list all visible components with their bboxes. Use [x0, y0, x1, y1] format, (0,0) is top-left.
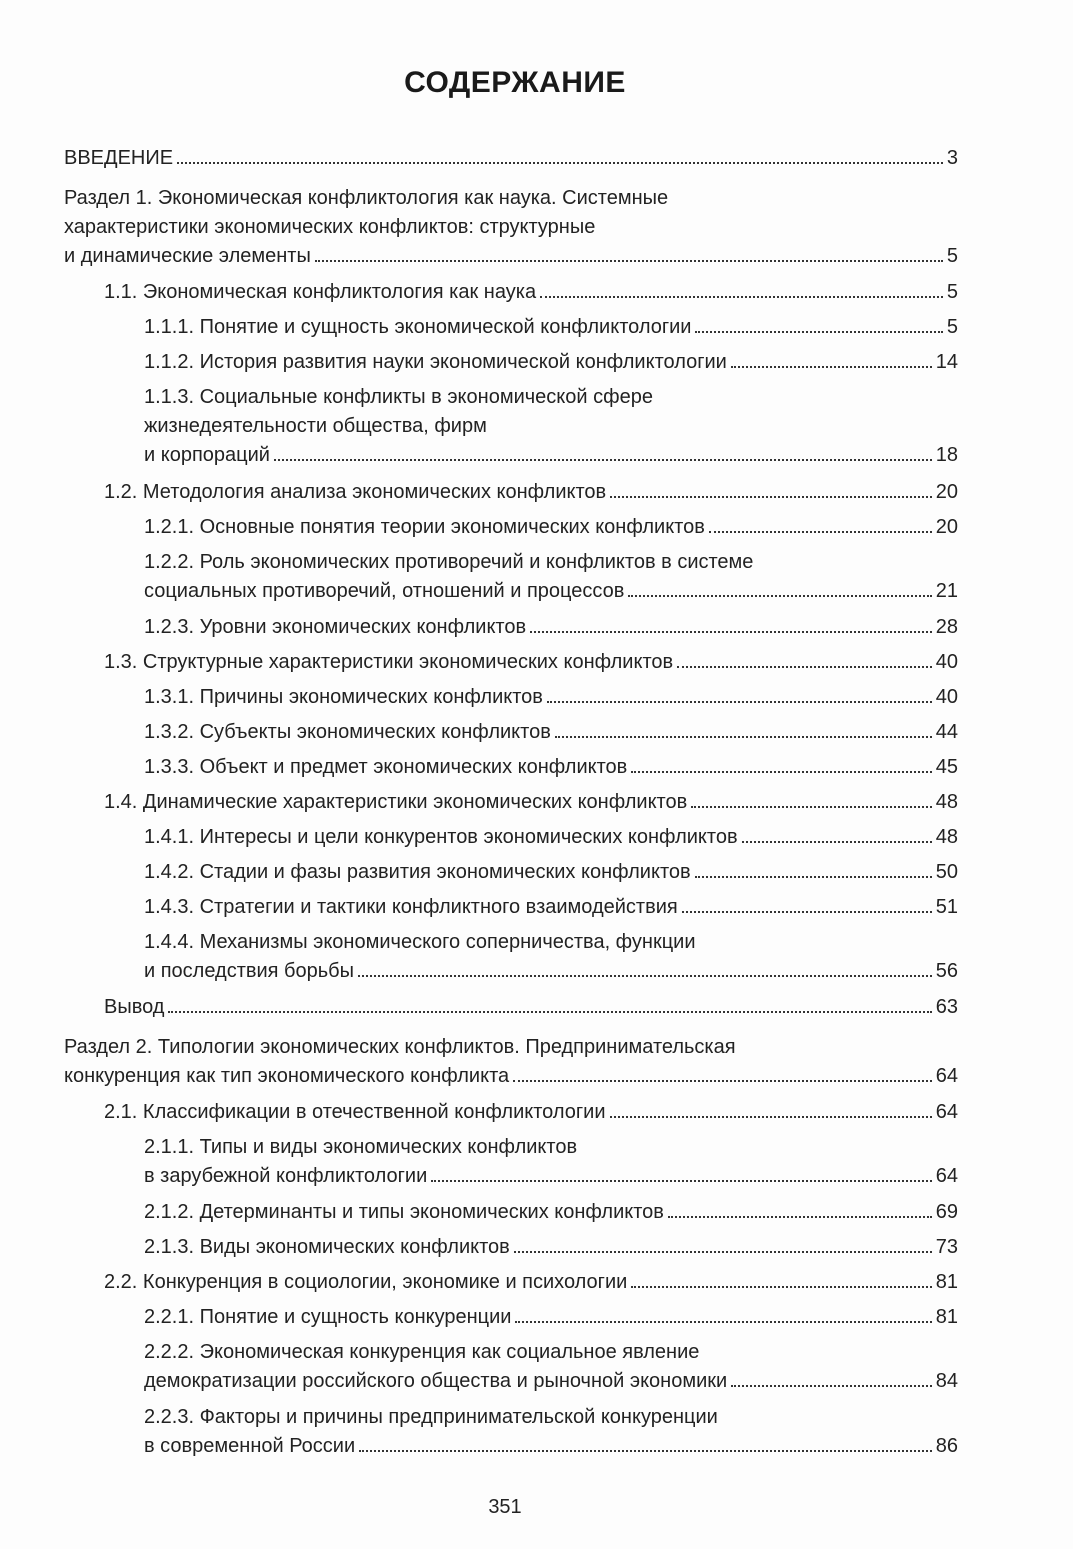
toc-page-number: 51 [935, 896, 958, 918]
dot-leader [731, 1384, 932, 1387]
dot-leader [168, 1010, 931, 1013]
dot-leader [274, 458, 932, 461]
dot-leader [530, 630, 932, 633]
toc-page-number: 64 [935, 1065, 958, 1087]
toc-entry-row [144, 1233, 958, 1262]
toc-entry-text: Раздел 2. Типологии экономических конфликтов. Предпринимательская [64, 1036, 736, 1058]
toc-entry-row [104, 478, 958, 507]
toc-page-number: 45 [935, 756, 958, 778]
toc-entry [64, 184, 958, 271]
toc-page-number: 64 [935, 1101, 958, 1123]
toc-entry [144, 383, 958, 470]
dot-leader [631, 1285, 931, 1288]
toc-entry-row [64, 144, 958, 173]
toc-entry-text: и корпораций [144, 444, 270, 466]
toc-entry [104, 478, 958, 507]
dot-leader [359, 1449, 932, 1452]
toc-entry-row [144, 1367, 958, 1396]
toc-entry-text: 1.2. Методология анализа экономических конфликтов [104, 481, 607, 503]
toc-entry [144, 858, 958, 887]
toc-entry [144, 928, 958, 986]
dot-leader [358, 974, 932, 977]
toc-page-number: 5 [946, 245, 958, 267]
toc-entry-row [144, 823, 958, 852]
dot-leader [742, 840, 932, 843]
toc-entry [144, 893, 958, 922]
dot-leader [513, 1079, 932, 1082]
toc-entry-text: 1.3.3. Объект и предмет экономических конфликтов [144, 756, 628, 778]
toc-entry-text: конкуренция как тип экономического конфликта [64, 1065, 510, 1087]
toc-entry-row [144, 718, 958, 747]
toc-entry [104, 1098, 958, 1127]
toc-entry-text: 1.3.1. Причины экономических конфликтов [144, 686, 543, 708]
toc-entry-row [144, 683, 958, 712]
toc-page-number: 14 [935, 351, 958, 373]
toc-entry [104, 1268, 958, 1297]
toc-page-number: 56 [935, 960, 958, 982]
toc-entry-row [144, 613, 958, 642]
toc-entry [104, 648, 958, 677]
toc-entry [144, 753, 958, 782]
toc-page-number: 48 [935, 791, 958, 813]
toc-entry [144, 1233, 958, 1262]
toc-entry-row [64, 1062, 958, 1091]
toc-entry-row [144, 513, 958, 542]
toc-entry-row [144, 313, 958, 342]
dot-leader [709, 530, 932, 533]
toc-entry-text: 1.1.2. История развития науки экономической конфликтологии [144, 351, 727, 373]
toc-page-number: 21 [935, 580, 958, 602]
dot-leader [731, 365, 932, 368]
toc-entry [144, 1133, 958, 1191]
toc-entry-row [144, 1162, 958, 1191]
toc-entry-text: 2.1. Классификации в отечественной конфликтологии [104, 1101, 606, 1123]
toc-page-number: 48 [935, 826, 958, 848]
toc-entry-text: 1.2.2. Роль экономических противоречий и конфликтов в системе [144, 551, 754, 573]
toc-entry [144, 513, 958, 542]
dot-leader [315, 259, 943, 262]
toc-entry-text: 2.1.1. Типы и виды экономических конфликтов [144, 1136, 578, 1158]
toc-page-number: 3 [946, 147, 958, 169]
toc-entry-text: демократизации российского общества и рыночной экономики [144, 1370, 728, 1392]
toc-entry [144, 548, 958, 606]
dot-leader [695, 330, 942, 333]
toc-entry-text: 2.2.2. Экономическая конкуренция как социальное явление [144, 1341, 700, 1363]
dot-leader [677, 665, 932, 668]
dot-leader [695, 875, 932, 878]
toc-entry-row [64, 242, 958, 271]
dot-leader [691, 805, 932, 808]
toc-page-number: 73 [935, 1236, 958, 1258]
dot-leader [631, 770, 931, 773]
dot-leader [628, 594, 931, 597]
toc-entry [144, 348, 958, 377]
toc-page-number: 69 [935, 1201, 958, 1223]
toc-entry-row [144, 348, 958, 377]
toc-entry-row [104, 1268, 958, 1297]
toc-entry-text: 1.3. Структурные характеристики экономических конфликтов [104, 651, 674, 673]
toc-entry [144, 1303, 958, 1332]
toc-entry-text: в зарубежной конфликтологии [144, 1165, 428, 1187]
dot-leader [555, 735, 932, 738]
toc-entry-text: 1.3.2. Субъекты экономических конфликтов [144, 721, 551, 743]
toc-entry [64, 144, 958, 173]
toc-page-number: 84 [935, 1370, 958, 1392]
dot-leader [547, 700, 932, 703]
dot-leader [514, 1250, 932, 1253]
toc-entry-text: жизнедеятельности общества, фирм [144, 415, 487, 437]
toc-entry-row [104, 788, 958, 817]
toc-entry-text: 1.4.1. Интересы и цели конкурентов экономических конфликтов [144, 826, 738, 848]
toc-entry [144, 1198, 958, 1227]
toc-entry [144, 1403, 958, 1461]
toc-entry [144, 1338, 958, 1396]
toc-entry-row [104, 1098, 958, 1127]
toc-entry-row [144, 1303, 958, 1332]
dot-leader [610, 1115, 932, 1118]
toc-entry-row [104, 993, 958, 1022]
toc-entry-row [144, 441, 958, 470]
toc-entry-row [104, 278, 958, 307]
dot-leader [540, 295, 943, 298]
toc-entry-text: 1.2.3. Уровни экономических конфликтов [144, 616, 527, 638]
toc-entry-text: характеристики экономических конфликтов: структурные [64, 216, 596, 238]
toc-entry-text: ВВЕДЕНИЕ [64, 147, 174, 169]
toc-entry [104, 788, 958, 817]
toc-page-number: 20 [935, 481, 958, 503]
toc-entry-text: 1.4. Динамические характеристики экономических конфликтов [104, 791, 688, 813]
toc-entry-text: Раздел 1. Экономическая конфликтология как наука. Системные [64, 187, 669, 209]
toc-entry [144, 613, 958, 642]
toc-entry-text: и последствия борьбы [144, 960, 354, 982]
dot-leader [515, 1320, 931, 1323]
toc-entry-text: 1.4.4. Механизмы экономического соперничества, функции [144, 931, 696, 953]
toc-page-number: 20 [935, 516, 958, 538]
toc-entry-text: 1.1.3. Социальные конфликты в экономической сфере [144, 386, 653, 408]
toc-page-number: 40 [935, 686, 958, 708]
toc-entry-text: 2.2. Конкуренция в социологии, экономике и психологии [104, 1271, 628, 1293]
toc-entry [144, 683, 958, 712]
toc-entry-text: 1.1. Экономическая конфликтология как наука [104, 281, 537, 303]
dot-leader [177, 161, 943, 164]
toc-entry-row [104, 648, 958, 677]
toc-entry-text: 1.2.1. Основные понятия теории экономических конфликтов [144, 516, 705, 538]
toc-page-number: 64 [935, 1165, 958, 1187]
toc-entry-row [144, 957, 958, 986]
toc-entry-row [144, 577, 958, 606]
toc-entry-text: 1.1.1. Понятие и сущность экономической конфликтологии [144, 316, 692, 338]
toc-page-number: 86 [935, 1435, 958, 1457]
toc-entry-text: Вывод [104, 996, 165, 1018]
toc-page-number: 63 [935, 996, 958, 1018]
toc-page-number: 40 [935, 651, 958, 673]
toc-page-number: 81 [935, 1306, 958, 1328]
toc-page-number: 18 [935, 444, 958, 466]
dot-leader [682, 910, 932, 913]
toc-entry-text: 1.4.2. Стадии и фазы развития экономических конфликтов [144, 861, 691, 883]
toc-entry [104, 278, 958, 307]
toc-entry-text: социальных противоречий, отношений и процессов [144, 580, 625, 602]
toc-entry-row [144, 753, 958, 782]
toc-entry [144, 718, 958, 747]
toc-entry-row [144, 858, 958, 887]
toc-page-number: 5 [946, 316, 958, 338]
toc-page-number: 44 [935, 721, 958, 743]
toc-entry [144, 823, 958, 852]
toc-entry-text: 2.1.2. Детерминанты и типы экономических конфликтов [144, 1201, 664, 1223]
dot-leader [668, 1215, 932, 1218]
toc-page-number: 81 [935, 1271, 958, 1293]
toc-entry [104, 993, 958, 1022]
toc-entry-text: и динамические элементы [64, 245, 311, 267]
toc-entry-text: в современной России [144, 1435, 356, 1457]
toc-page-number: 28 [935, 616, 958, 638]
toc-entry-row [144, 893, 958, 922]
toc-page-number: 5 [946, 281, 958, 303]
toc-page-number: 50 [935, 861, 958, 883]
dot-leader [431, 1179, 931, 1182]
toc-entry-text: 2.2.3. Факторы и причины предпринимательской конкуренции [144, 1406, 718, 1428]
page-number: 351 [488, 1496, 522, 1518]
dot-leader [610, 495, 932, 498]
toc-entry [64, 1033, 958, 1091]
toc-entry-text: 1.4.3. Стратегии и тактики конфликтного взаимодействия [144, 896, 678, 918]
toc-entry-text: 2.1.3. Виды экономических конфликтов [144, 1236, 510, 1258]
toc-entry [144, 313, 958, 342]
page-title: СОДЕРЖАНИЕ [404, 66, 626, 99]
toc-entry-row [144, 1432, 958, 1461]
toc-entry-text: 2.2.1. Понятие и сущность конкуренции [144, 1306, 512, 1328]
toc-entry-row [144, 1198, 958, 1227]
